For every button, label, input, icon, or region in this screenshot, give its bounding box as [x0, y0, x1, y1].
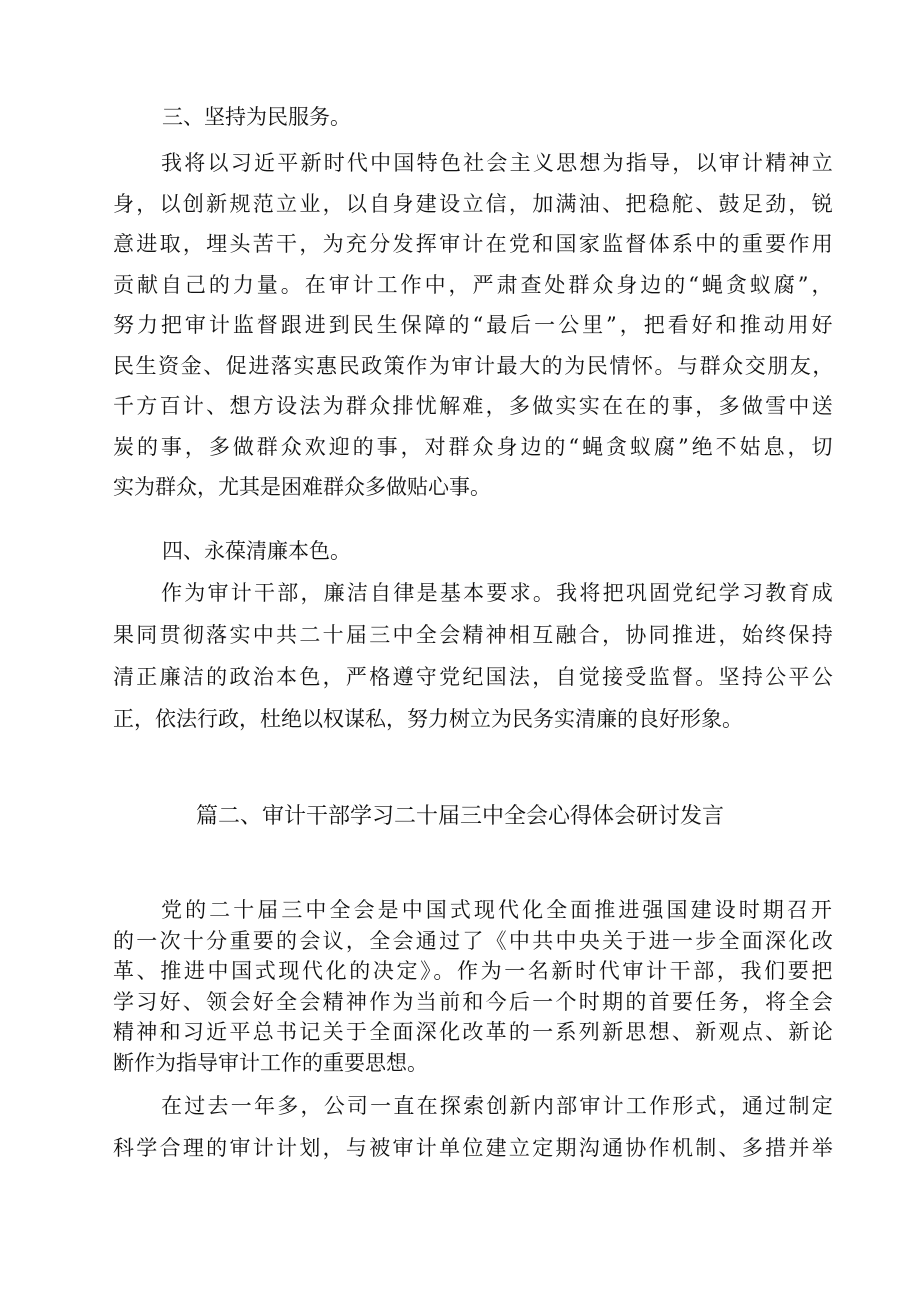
paragraph-line: 实为群众，尤其是困难群众多做贴心事。 — [113, 475, 491, 499]
article-2-paragraph-1 — [113, 895, 835, 1078]
paragraph-line: 学习好、领会好全会精神作为当前和今后一个时期的首要任务，将全会 — [113, 989, 835, 1014]
paragraph-line: 意进取，埋头苦干，为充分发挥审计在党和国家监督体系中的重要作用 — [113, 232, 835, 256]
paragraph-line: 努力把审计监督跟进到民生保障的“最后一公里”，把看好和推动用好 — [113, 313, 836, 337]
paragraph-line: 科学合理的审计计划，与被审计单位建立定期沟通协作机制、多措并举 — [113, 1136, 835, 1160]
article-title: 篇二、审计干部学习二十届三中全会心得体会研讨发言 — [195, 804, 724, 829]
paragraph-line: 作为审计干部，廉洁自律是基本要求。我将把巩固党纪学习教育成 — [161, 581, 835, 605]
paragraph-line: 我将以习近平新时代中国特色社会主义思想为指导，以审计精神立 — [161, 151, 835, 175]
paragraph-line: 革、推进中国式现代化的决定》。作为一名新时代审计干部，我们要把 — [113, 959, 835, 983]
article-2-paragraph-2 — [113, 1085, 835, 1169]
section-heading-4: 四、永葆清廉本色。 — [162, 539, 351, 563]
section-heading-3: 三、坚持为民服务。 — [162, 105, 351, 129]
section-3-paragraph — [113, 143, 835, 508]
paragraph-line: 清正廉洁的政治本色，严格遵守党纪国法，自觉接受监督。坚持公平公 — [113, 665, 835, 689]
paragraph-line: 在过去一年多，公司一直在探索创新内部审计工作形式，通过制定 — [161, 1094, 835, 1118]
paragraph-line: 党的二十届三中全会是中国式现代化全面推进强国建设时期召开 — [161, 898, 835, 922]
section-4-paragraph — [113, 572, 835, 740]
paragraph-line: 正，依法行政，杜绝以权谋私，努力树立为民务实清廉的良好形象。 — [113, 707, 743, 731]
paragraph-line: 贡献自己的力量。在审计工作中，严肃查处群众身边的“蝇贪蚁腐”， — [113, 272, 836, 297]
paragraph-line: 炭的事，多做群众欢迎的事，对群众身边的“蝇贪蚁腐”绝不姑息，切 — [113, 434, 836, 459]
paragraph-line: 果同贯彻落实中共二十届三中全会精神相互融合，协同推进，始终保持 — [113, 623, 835, 647]
paragraph-line: 的一次十分重要的会议，全会通过了《中共中央关于进一步全面深化改 — [113, 928, 835, 953]
paragraph-line: 民生资金、促进落实惠民政策作为审计最大的为民情怀。与群众交朋友， — [113, 353, 835, 378]
paragraph-line: 身，以创新规范立业，以自身建设立信，加满油、把稳舵、鼓足劲，锐 — [113, 191, 835, 216]
paragraph-line: 断作为指导审计工作的重要思想。 — [113, 1050, 428, 1075]
paragraph-line: 精神和习近平总书记关于全面深化改革的一系列新思想、新观点、新论 — [113, 1020, 835, 1044]
paragraph-line: 千方百计、想方设法为群众排忧解难，多做实实在在的事，多做雪中送 — [113, 394, 835, 418]
